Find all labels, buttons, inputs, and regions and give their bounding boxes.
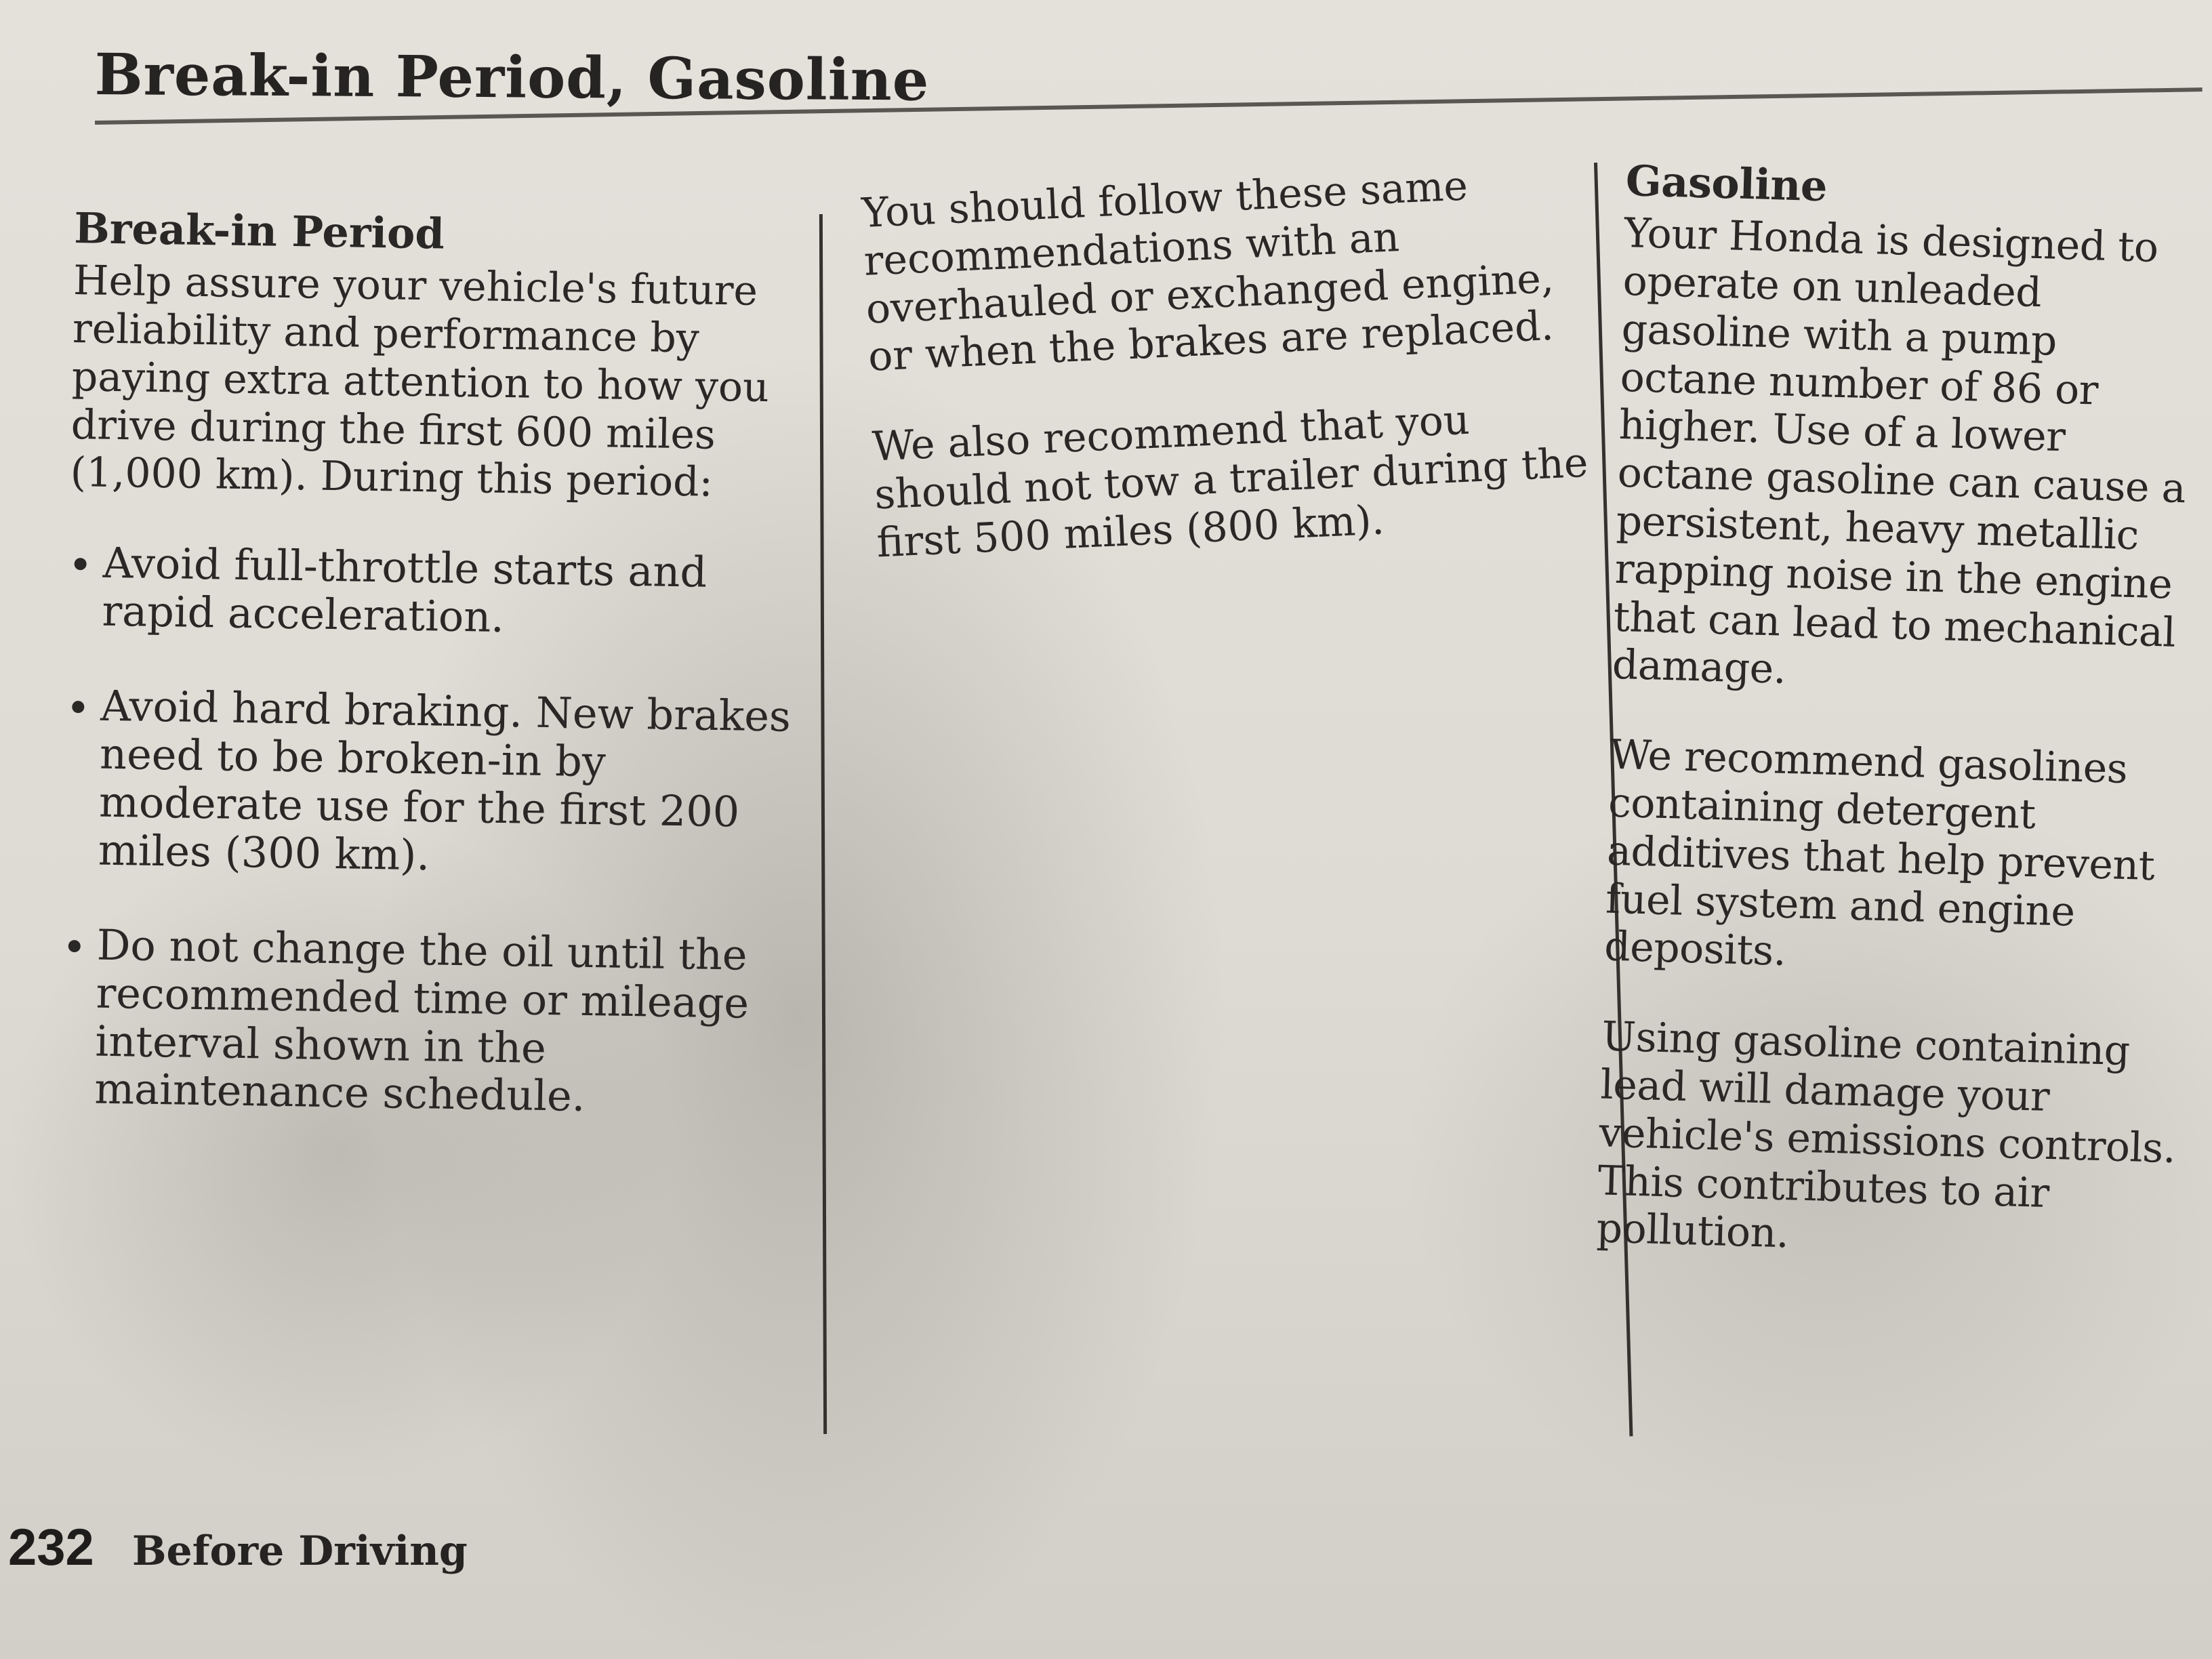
octane-paragraph: Your Honda is designed to operate on unleaded gasoline with a pump octane number of 86 or higher. Use of a lower octane gasoline can cause a persistent, heavy metallic rapping noise in the engine that can lead to mechanical damage. — [1612, 209, 2186, 694]
break-in-intro: Help assure your vehicle's future reliability and performance by paying extra attention to how you drive during the first 600 miles (1,000 km). During this period: — [70, 257, 770, 507]
lead-paragraph: Using gasoline containing lead will damage your vehicle's emissions controls. This contributes to air pollution. — [1595, 1012, 2177, 1258]
list-item — [60, 921, 795, 1124]
break-in-bullet-list — [60, 539, 801, 1124]
bullet-icon — [74, 558, 86, 570]
gasoline-column — [1595, 156, 2209, 1311]
gasoline-heading: Gasoline — [1624, 156, 1828, 211]
bullet-text: Avoid full-throttle starts and rapid acceleration. — [101, 537, 708, 642]
page-number: 232 — [8, 1519, 94, 1576]
break-in-column — [60, 203, 806, 1172]
page-title: Break-in Period, Gasoline — [94, 41, 930, 114]
overhaul-paragraph: You should follow these same recommendations with an overhauled or exchanged engine, or when the brakes are replaced. — [861, 162, 1555, 382]
middle-column — [861, 157, 1597, 609]
list-item — [68, 539, 801, 646]
list-item — [64, 682, 798, 885]
break-in-heading: Break-in Period — [73, 203, 445, 259]
bullet-icon — [72, 701, 84, 714]
detergent-paragraph: We recommend gasolines containing detergent additives that help prevent fuel system and engine deposits. — [1603, 731, 2156, 976]
bullet-icon — [68, 940, 81, 952]
trailer-paragraph: We also recommend that you should not tow a trailer during the first 500 miles (800 km). — [871, 396, 1589, 567]
column-divider — [819, 214, 827, 1434]
bullet-text: Avoid hard braking. New brakes need to be broken-in by moderate use for the first 200 miles (300 km). — [98, 681, 792, 880]
bullet-text: Do not change the oil until the recommended time or mileage interval shown in the maintenance schedule. — [94, 920, 750, 1122]
section-name: Before Driving — [131, 1528, 468, 1575]
page-footer — [8, 1518, 468, 1577]
